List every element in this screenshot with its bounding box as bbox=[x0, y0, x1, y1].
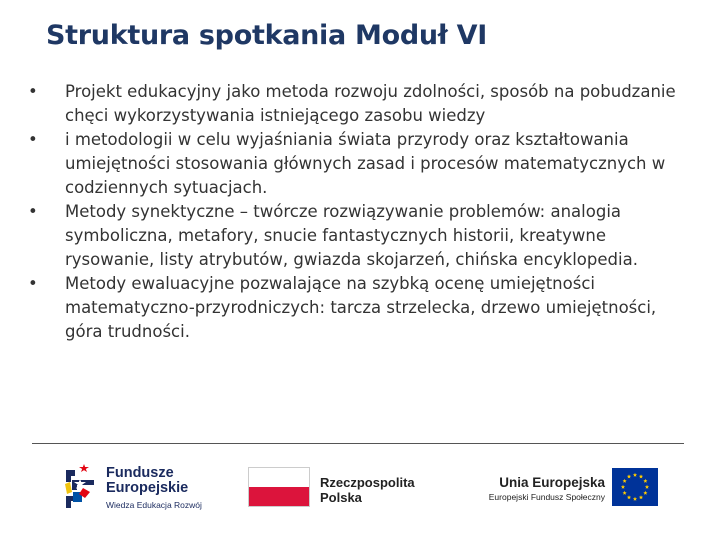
bullet-dot: • bbox=[28, 274, 38, 293]
bullet-dot: • bbox=[28, 130, 38, 149]
eu-subtitle: Europejski Fundusz Społeczny bbox=[488, 492, 605, 502]
rzeczpospolita-polska-logo bbox=[320, 475, 415, 505]
unia-europejska-logo bbox=[455, 475, 605, 503]
bullet-item bbox=[28, 128, 688, 200]
fe-text-block bbox=[106, 466, 202, 510]
eu-title: Unia Europejska bbox=[499, 475, 605, 490]
funds-star-icon bbox=[62, 462, 100, 512]
fe-name-line2: Europejskie bbox=[106, 480, 189, 496]
bullet-item bbox=[28, 80, 688, 128]
fe-subtitle: Wiedza Edukacja Rozwój bbox=[106, 500, 202, 510]
fundusze-europejskie-logo bbox=[62, 462, 222, 522]
bullet-dot: • bbox=[28, 202, 38, 221]
bullet-list bbox=[28, 80, 688, 344]
bullet-text: Metody ewaluacyjne pozwalające na szybką ocenę umiejętności matematyczno-przyrodniczych: tarcza strzelecka, drzewo umiejętności, góra trudności. bbox=[65, 274, 657, 341]
bullet-text: Metody synektyczne – twórcze rozwiązywanie problemów: analogia symboliczna, metafory, snucie fantastycznych historii, kreatywne rysowanie, listy atrybutów, gwiazda skojarzeń, chińska encyklopedia. bbox=[65, 202, 638, 269]
footer-divider bbox=[32, 443, 684, 444]
polish-flag-icon bbox=[248, 467, 310, 507]
bullet-item bbox=[28, 272, 688, 344]
fe-name-line1: Fundusze bbox=[106, 465, 174, 481]
page-title: Struktura spotkania Moduł VI bbox=[46, 20, 487, 51]
bullet-item bbox=[28, 200, 688, 272]
pl-name-line1: Rzeczpospolita bbox=[320, 475, 415, 490]
bullet-dot: • bbox=[28, 82, 38, 101]
pl-name-line2: Polska bbox=[320, 490, 362, 505]
bullet-text: i metodologii w celu wyjaśniania świata przyrody oraz kształtowania umiejętności stosowania głównych zasad i procesów matematycznych w codziennych sytuacjach. bbox=[65, 130, 666, 197]
logo-footer bbox=[0, 455, 720, 525]
bullet-text: Projekt edukacyjny jako metoda rozwoju zdolności, sposób na pobudzanie chęci wykorzystywania istniejącego zasobu wiedzy bbox=[65, 82, 676, 125]
eu-flag-icon bbox=[612, 468, 658, 506]
